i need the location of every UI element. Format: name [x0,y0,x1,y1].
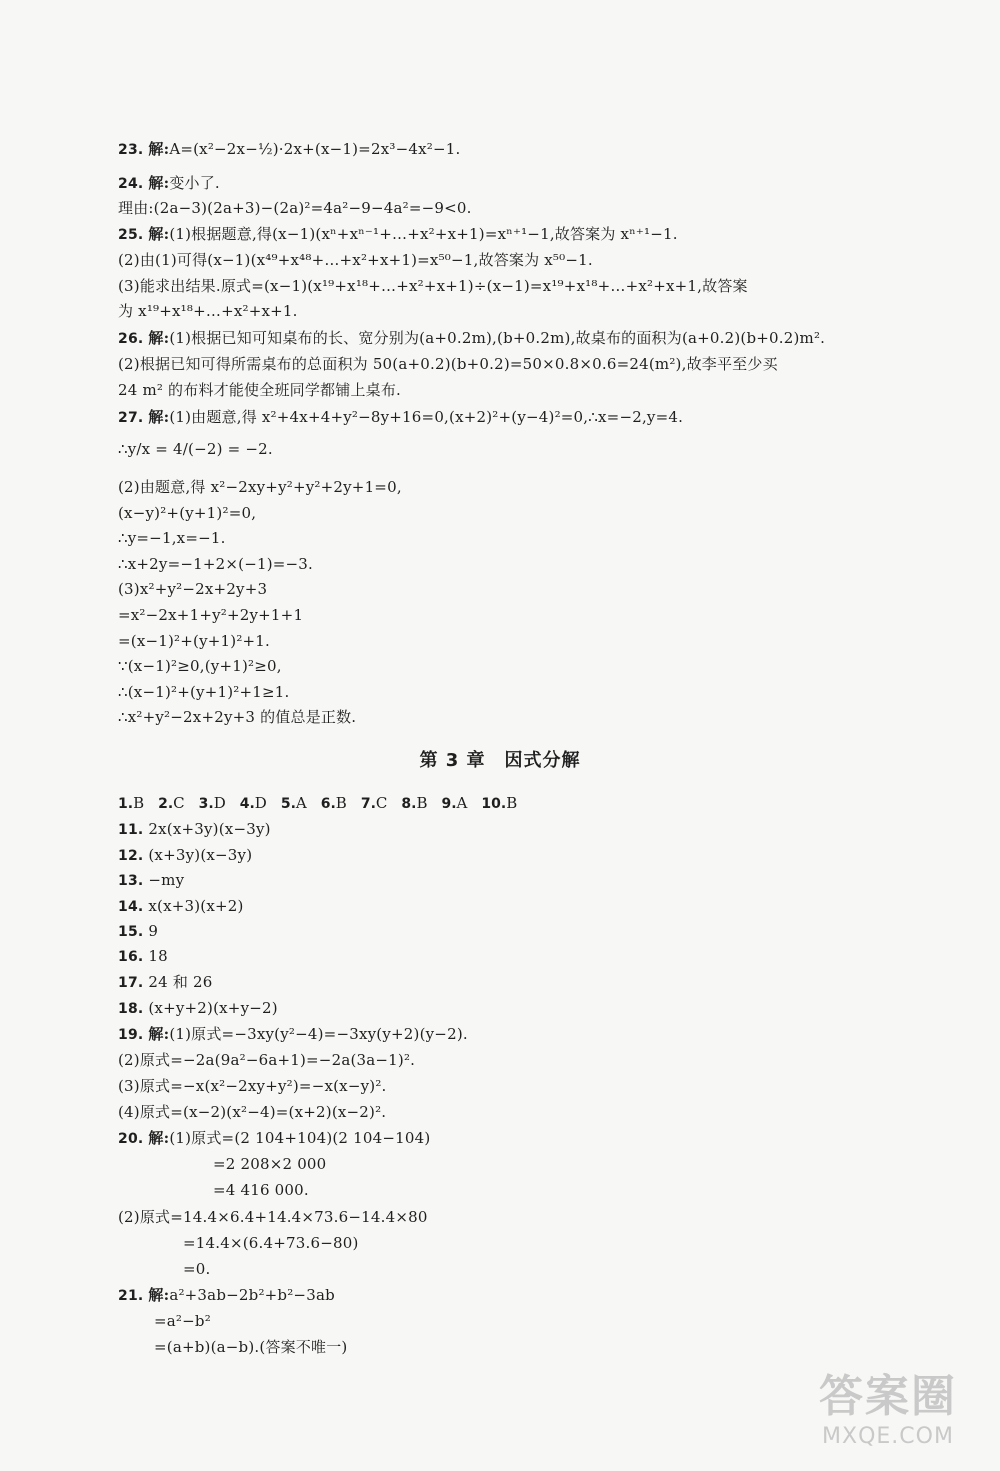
answer-line [183,1258,210,1280]
mcq-answer [118,794,144,812]
question-number: 3. [198,796,214,812]
choice-letter: A [456,794,468,812]
answer-text: (4)原式=(x−2)(x²−4)=(x+2)(x−2)². [118,1103,387,1121]
answer-text: =0. [183,1260,211,1278]
question-number: 11. [118,822,144,838]
answer-text: =14.4×(6.4+73.6−80) [183,1234,359,1252]
answer-line [213,1179,309,1201]
question-number: 1. [118,796,134,812]
question-number: 25. [118,227,144,243]
answer-line [118,527,226,549]
solution-marker: 解: [148,1129,170,1147]
answer-line [118,971,213,994]
answer-text: (1)原式=−3xy(y²−4)=−3xy(y+2)(y−2). [169,1025,468,1043]
mcq-answer [199,794,226,812]
answer-line [118,997,278,1020]
answer-text: 24 和 26 [148,973,213,991]
answer-line [118,578,267,600]
answer-text: 为 x¹⁹+x¹⁸+…+x²+x+1. [118,302,298,320]
question-number: 8. [401,796,417,812]
answer-line [118,249,593,271]
question-number: 17. [118,975,144,991]
answer-line [118,1023,468,1046]
answer-line [118,353,778,375]
answer-text: =(x−1)²+(y+1)²+1. [118,632,271,650]
answer-text: x(x+3)(x+2) [148,897,244,915]
answer-line [118,895,244,918]
question-number: 16. [118,949,144,965]
answer-line [118,476,402,498]
question-number: 10. [481,796,507,812]
solution-marker: 解: [148,225,170,243]
answer-text: ∴y/x = 4/(−2) = −2. [118,440,273,458]
answer-text: 理由:(2a−3)(2a+3)−(2a)²=4a²−9−4a²=−9<0. [118,199,472,217]
solution-marker: 解: [148,1025,170,1043]
answer-text: A=(x²−2x−½)·2x+(x−1)=2x³−4x²−1. [169,140,461,158]
answer-line [118,869,184,892]
answer-line [118,172,220,195]
answer-text: =4 416 000. [213,1181,309,1199]
answer-line [118,818,271,841]
answer-text: (3)能求出结果.原式=(x−1)(x¹⁹+x¹⁸+…+x²+x+1)÷(x−1)=x¹⁹+x¹⁸+…+x²+x+1,故答案 [118,277,748,295]
answer-line [118,844,252,867]
answer-line [118,438,273,460]
answer-line [118,223,678,246]
question-number: 26. [118,331,144,347]
answer-line [154,1336,347,1358]
answer-text: (1)原式=(2 104+104)(2 104−104) [169,1129,431,1147]
mcq-answer [401,794,427,812]
solution-marker: 解: [148,140,170,158]
answer-text: (3)x²+y²−2x+2y+3 [118,580,268,598]
watermark-url: MXQE.COM [822,1424,954,1449]
question-number: 23. [118,142,144,158]
question-number: 18. [118,1001,144,1017]
answer-text: (2)根据已知可得所需桌布的总面积为 50(a+0.2)(b+0.2)=50×0.8×0.6=24(m²),故李平至少买 [118,355,778,373]
question-number: 20. [118,1131,144,1147]
choice-letter: D [213,794,226,812]
answer-text: −my [148,871,185,889]
answer-text: (1)由题意,得 x²+4x+4+y²−8y+16=0,(x+2)²+(y−4)²=0,∴x=−2,y=4. [169,408,684,426]
answer-line [118,275,748,297]
question-number: 2. [158,796,174,812]
answer-text: (2)原式=14.4×6.4+14.4×73.6−14.4×80 [118,1208,428,1226]
answer-text: 变小了. [169,174,220,192]
solution-marker: 解: [148,408,170,426]
site-watermark [788,1371,988,1463]
mcq-answer [361,794,388,812]
question-number: 19. [118,1027,144,1043]
answer-text: =a²−b² [154,1312,211,1330]
answer-line [118,630,270,652]
answer-line [154,1310,211,1332]
chapter-heading: 第 3 章 因式分解 [419,750,581,771]
choice-letter: C [173,794,185,812]
mcq-answer [441,794,467,812]
question-number: 4. [239,796,255,812]
answer-line [118,197,472,219]
answer-line [118,502,256,524]
choice-letter: D [254,794,267,812]
answer-line [118,920,158,943]
question-number: 13. [118,873,144,889]
answer-text: 24 m² 的布料才能使全班同学都铺上桌布. [118,381,402,399]
answer-line [118,1049,415,1071]
answer-line [118,655,282,677]
answer-text: a²+3ab−2b²+b²−3ab [169,1286,335,1304]
solution-marker: 解: [148,329,170,347]
mcq-answer [321,794,347,812]
choice-letter: B [416,794,428,812]
answer-text: ∴(x−1)²+(y+1)²+1≥1. [118,683,290,701]
choice-letter: B [506,794,518,812]
choice-letter: C [375,794,388,812]
answer-text: (x−y)²+(y+1)²=0, [118,504,257,522]
answer-line [118,327,825,350]
question-number: 21. [118,1288,144,1304]
answer-line [118,1127,430,1150]
question-number: 12. [118,848,144,864]
mcq-answer [240,794,267,812]
question-number: 15. [118,924,144,940]
question-number: 6. [320,796,336,812]
answer-text: =(a+b)(a−b).(答案不唯一) [154,1338,348,1356]
choice-letter: B [335,794,347,812]
answer-line [118,1206,428,1228]
answer-text: ∴x+2y=−1+2×(−1)=−3. [118,555,314,573]
answer-line [118,1075,387,1097]
answer-text: ∴x²+y²−2x+2y+3 的值总是正数. [118,708,357,726]
solution-marker: 解: [148,1286,170,1304]
answer-line [118,1284,335,1307]
mcq-answer [481,794,517,812]
question-number: 7. [360,796,376,812]
answer-line [118,681,290,703]
answer-line [118,945,168,968]
answer-line [118,604,303,626]
answer-text: (2)由(1)可得(x−1)(x⁴⁹+x⁴⁸+…+x²+x+1)=x⁵⁰−1,故答案为 x⁵⁰−1. [118,251,593,269]
answer-line [118,138,460,161]
answer-line [118,706,356,728]
mcq-answer [158,794,185,812]
answer-text: (2)原式=−2a(9a²−6a+1)=−2a(3a−1)². [118,1051,416,1069]
answer-text: (2)由题意,得 x²−2xy+y²+y²+2y+1=0, [118,478,402,496]
answer-text: =2 208×2 000 [213,1155,327,1173]
answer-text: =x²−2x+1+y²+2y+1+1 [118,606,304,624]
answer-text: (1)根据题意,得(x−1)(xⁿ+xⁿ⁻¹+…+x²+x+1)=xⁿ⁺¹−1,故答案为 xⁿ⁺¹−1. [169,225,678,243]
answer-text: 2x(x+3y)(x−3y) [148,820,271,838]
answer-line [213,1153,326,1175]
answer-line [118,300,298,322]
question-number: 9. [441,796,457,812]
answer-text: (3)原式=−x(x²−2xy+y²)=−x(x−y)². [118,1077,387,1095]
question-number: 27. [118,410,144,426]
answer-text: (x+3y)(x−3y) [148,846,253,864]
choice-letter: A [295,794,307,812]
mcq-answer [281,794,307,812]
question-number: 14. [118,899,144,915]
solution-marker: 解: [148,174,170,192]
answer-line [183,1232,359,1254]
choice-letter: B [133,794,145,812]
answer-text: 18 [148,947,168,965]
multiple-choice-answers [118,792,531,815]
answer-line [118,379,401,401]
answer-line [118,1101,386,1123]
answer-text: ∵(x−1)²≥0,(y+1)²≥0, [118,657,282,675]
answer-line [118,406,683,429]
answer-text: (1)根据已知可知桌布的长、宽分别为(a+0.2m),(b+0.2m),故桌布的面积为(a+0.2)(b+0.2)m². [169,329,826,347]
question-number: 5. [280,796,296,812]
answer-text: ∴y=−1,x=−1. [118,529,226,547]
answer-text: (x+y+2)(x+y−2) [148,999,278,1017]
answer-text: 9 [148,922,159,940]
question-number: 24. [118,176,144,192]
answer-line [118,553,313,575]
watermark-logo-text: 答案圈 [819,1371,957,1422]
